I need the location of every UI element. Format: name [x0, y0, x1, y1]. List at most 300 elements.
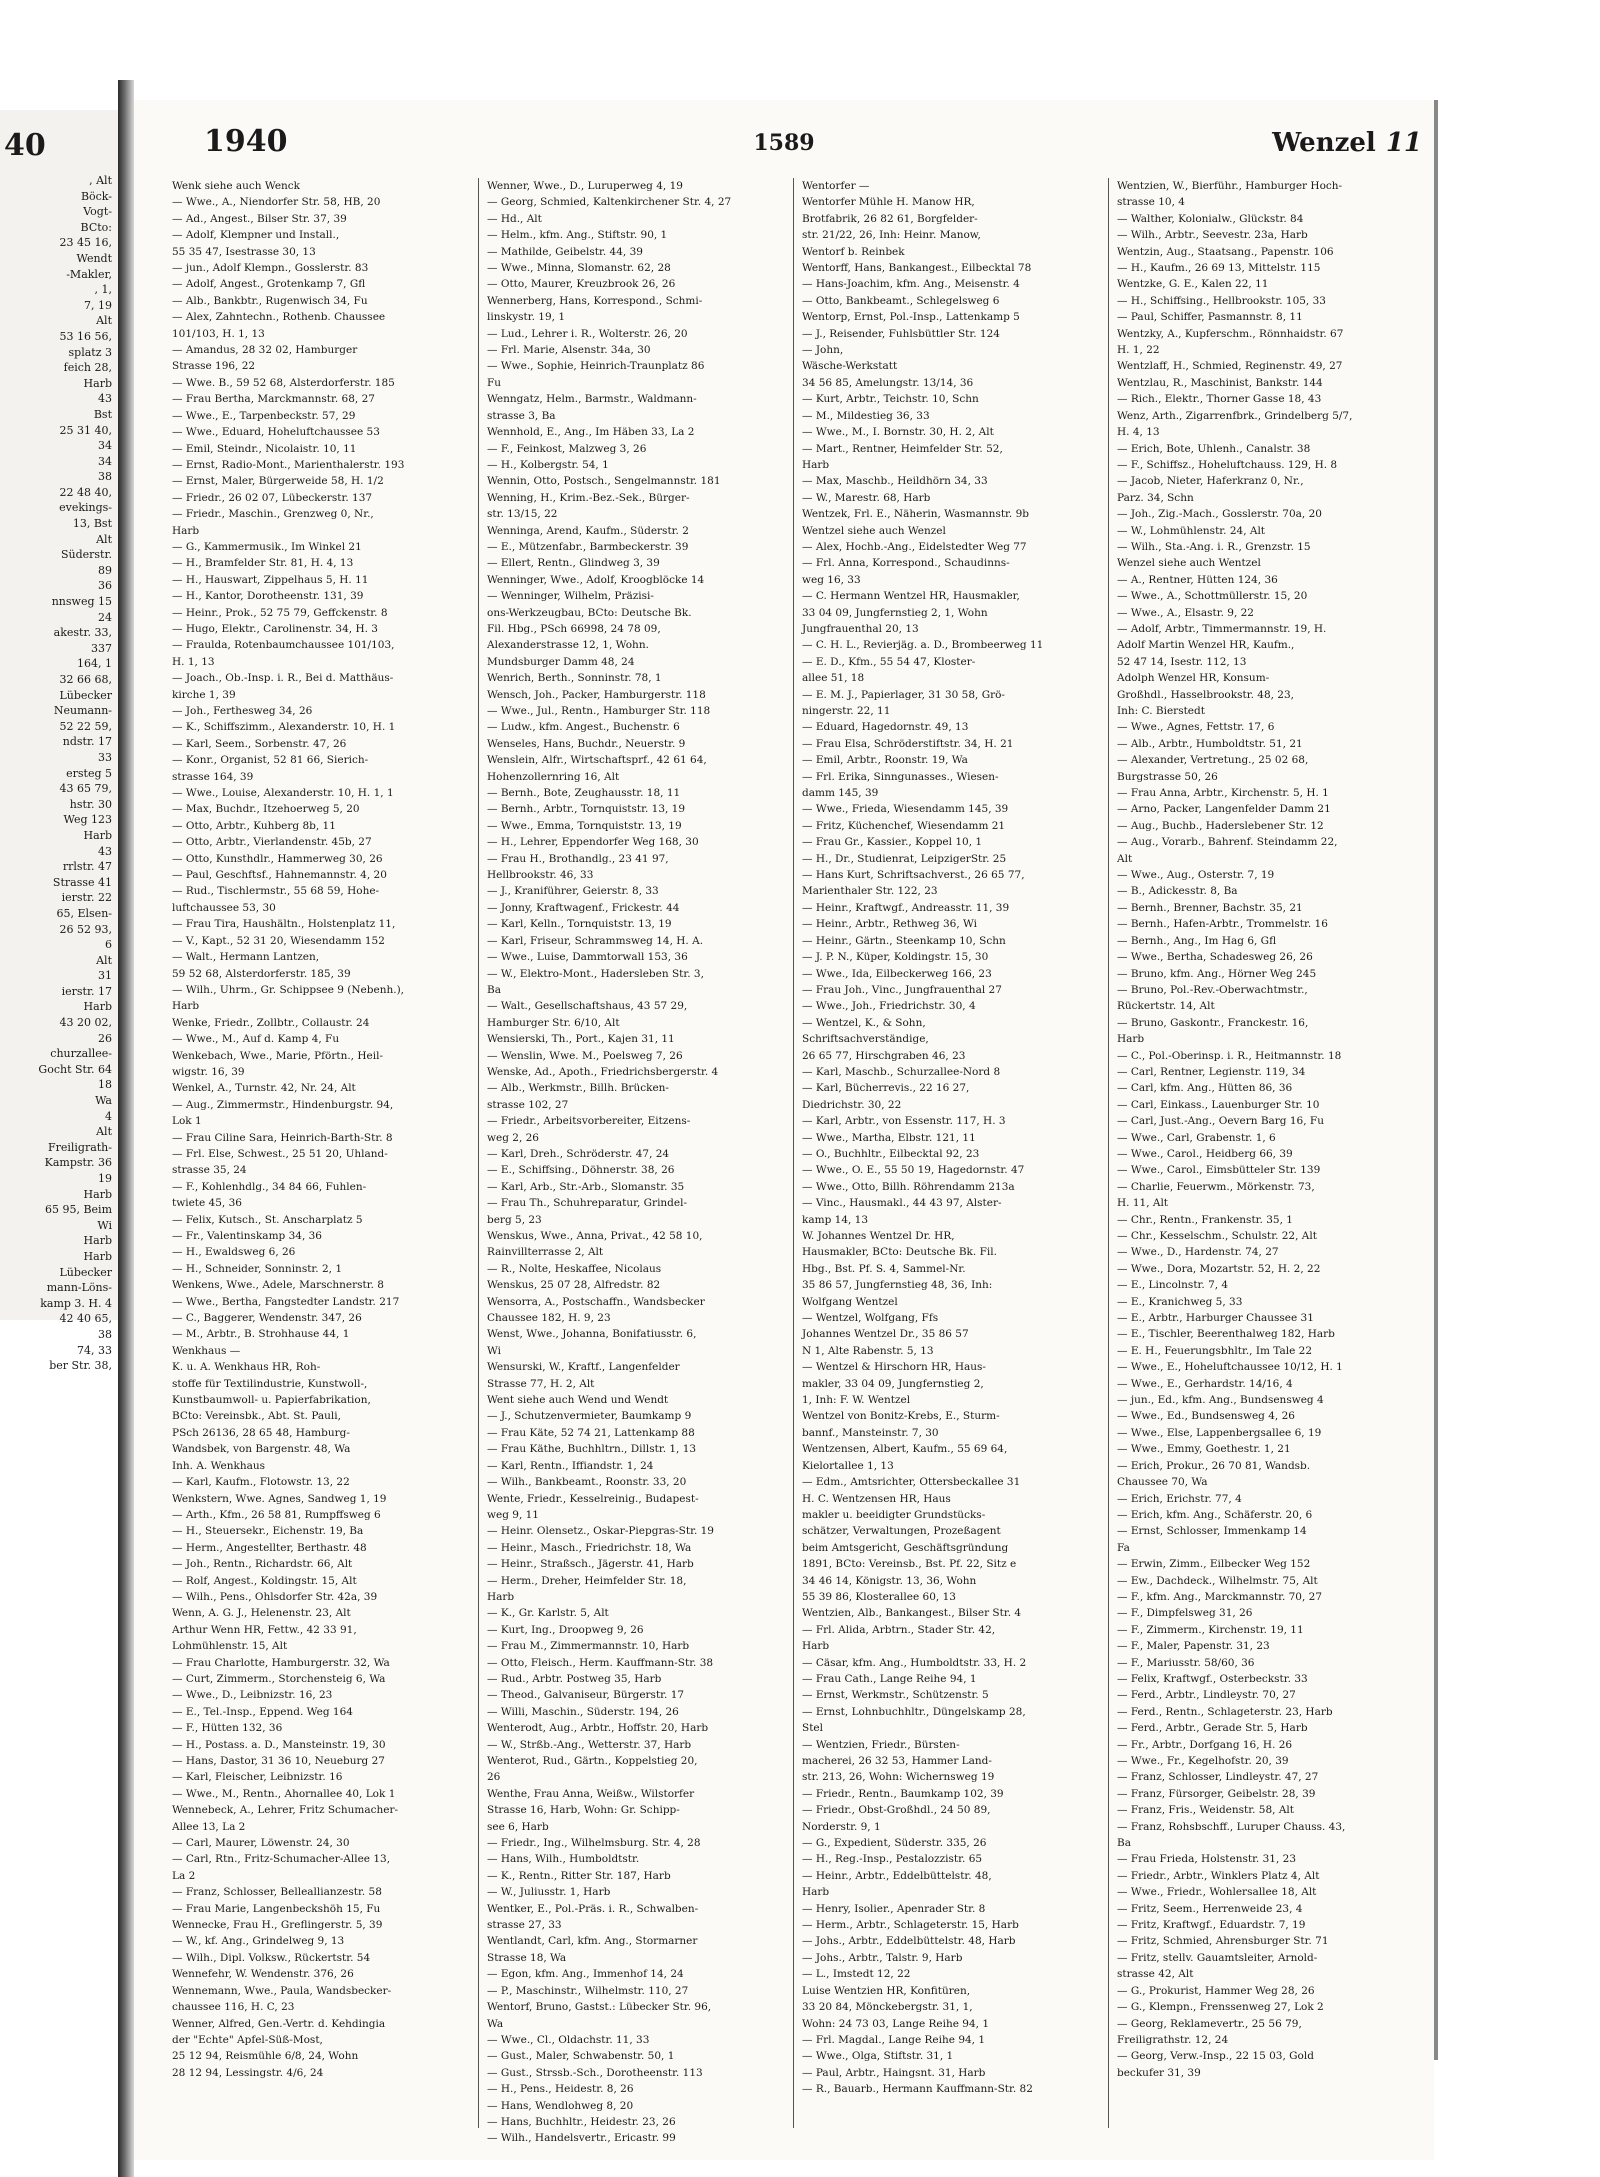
directory-entry: Wenterodt, Aug., Arbtr., Hoffstr. 20, Harb	[487, 1722, 709, 1735]
directory-entry: Freiligrathstr. 12, 24	[1117, 2033, 1229, 2046]
directory-entry: 33 20 84, Mönckebergstr. 31, 1,	[802, 2001, 973, 2014]
previous-page-line: 38	[98, 1327, 112, 1341]
directory-entry: — Frl. Anna, Korrespond., Schaudinns-	[802, 557, 1010, 570]
column-1	[164, 178, 479, 2128]
directory-entry: — Adolf, Klempner und Install.,	[172, 229, 340, 242]
directory-entry: — Frau M., Zimmermannstr. 10, Harb	[487, 1640, 690, 1653]
directory-entry: Norderstr. 9, 1	[802, 1820, 881, 1833]
previous-page-line: Lübecker	[59, 688, 112, 702]
directory-entry: — jun., Ed., kfm. Ang., Bundsensweg 4	[1117, 1394, 1324, 1407]
directory-entry: see 6, Harb	[487, 1820, 549, 1833]
directory-entry: Wenterot, Rud., Gärtn., Koppelstieg 20,	[487, 1755, 698, 1767]
directory-entry: 52 47 14, Isestr. 112, 13	[1117, 655, 1247, 668]
directory-entry: — E., Mützenfabr., Barmbeckerstr. 39	[487, 540, 689, 553]
directory-entry: Schriftsachverständige,	[802, 1033, 929, 1046]
directory-entry: Wäsche-Werkstatt	[802, 360, 898, 373]
directory-entry: Strasse 77, H. 2, Alt	[487, 1377, 595, 1390]
directory-entry: strasse 3, Ba	[487, 409, 556, 422]
previous-page-line: rrlstr. 47	[62, 860, 112, 874]
previous-page-line: Harb	[83, 1000, 112, 1014]
directory-entry: — Charlie, Feuerwm., Mörkenstr. 73,	[1117, 1180, 1315, 1193]
previous-page-line: 26 52 93,	[59, 922, 112, 936]
directory-entry: — Fritz, Seem., Herrenweide 23, 4	[1117, 1902, 1303, 1915]
directory-entry: — Adolf, Angest., Grotenkamp 7, Gfl	[172, 278, 366, 291]
directory-entry: — Jacob, Nieter, Haferkranz 0, Nr.,	[1117, 475, 1304, 488]
directory-entry: — Erich, Prokur., 26 70 81, Wandsb.	[1117, 1459, 1311, 1472]
directory-entry: — Bernh., Bote, Zeughausstr. 18, 11	[487, 787, 681, 800]
directory-entry: Wohn: 24 73 03, Lange Reihe 94, 1	[802, 2017, 990, 2030]
directory-entry: — Vinc., Hausmakl., 44 43 97, Alster-	[802, 1197, 1002, 1210]
directory-entry: Wenslein, Alfr., Wirtschaftsprf., 42 61 64,	[487, 754, 707, 767]
directory-entry: — Friedr., Arbtr., Winklers Platz 4, Alt	[1117, 1869, 1320, 1882]
directory-entry: Wentzke, G. E., Kalen 22, 11	[1117, 278, 1269, 291]
directory-entry: — Henry, Isolier., Apenrader Str. 8	[802, 1902, 986, 1915]
directory-entry: BCto: Vereinsbk., Abt. St. Pauli,	[172, 1410, 341, 1423]
directory-entry: damm 145, 39	[802, 787, 879, 800]
directory-entry: — Wwe., E., Hoheluftchaussee 10/12, H. 1	[1117, 1361, 1343, 1374]
directory-entry: — Frau Frieda, Holstenstr. 31, 23	[1117, 1853, 1297, 1866]
directory-entry: — Wwe., M., Rentn., Ahornallee 40, Lok 1	[172, 1787, 396, 1800]
directory-entry: — Georg, Reklamevertr., 25 56 79,	[1117, 2017, 1302, 2030]
directory-entry: weg 9, 11	[487, 1508, 539, 1521]
directory-entry: — Erich, Erichstr. 77, 4	[1117, 1492, 1242, 1505]
directory-entry: 55 39 86, Klosterallee 60, 13	[802, 1590, 956, 1603]
directory-entry: Wenning, H., Krim.-Bez.-Sek., Bürger-	[487, 491, 690, 504]
directory-entry: — W., kf. Ang., Grindelweg 9, 13	[172, 1935, 345, 1948]
directory-entry: — Lud., Lehrer i. R., Wolterstr. 26, 20	[487, 327, 688, 340]
directory-entry: 26	[487, 1771, 501, 1784]
directory-entry: Kielortallee 1, 13	[802, 1459, 894, 1472]
directory-entry: Diedrichstr. 30, 22	[802, 1098, 902, 1111]
directory-entry: — Franz, Schlosser, Lindleystr. 47, 27	[1117, 1771, 1319, 1784]
directory-entry: — Alex, Hochb.-Ang., Eidelstedter Weg 77	[802, 540, 1027, 553]
previous-page-line: Vogt-	[83, 205, 112, 219]
directory-entry: — Wwe., Eduard, Hoheluftchaussee 53	[172, 426, 380, 439]
directory-entry: Wentlandt, Carl, kfm. Ang., Stormarner	[487, 1935, 698, 1948]
directory-entry: Wenzel siehe auch Wentzel	[1117, 557, 1261, 570]
directory-entry: Wensierski, Th., Port., Kajen 31, 11	[487, 1033, 675, 1046]
directory-entry: — P., Maschinstr., Wilhelmstr. 110, 27	[487, 1984, 689, 1997]
directory-entry: Harb	[802, 458, 830, 471]
previous-page-line: 7, 19	[84, 298, 112, 312]
directory-entry: der "Echte" Apfel-Süß-Most,	[172, 2033, 323, 2046]
directory-page	[134, 100, 1434, 2160]
directory-entry: — Hans, Dastor, 31 36 10, Neueburg 27	[172, 1755, 385, 1767]
directory-entry: Wentzel siehe auch Wenzel	[802, 524, 946, 537]
directory-entry: — W., Strßb.-Ang., Wetterstr. 37, Harb	[487, 1738, 692, 1751]
directory-entry: — Ernst, Schlosser, Immenkamp 14	[1117, 1525, 1307, 1538]
directory-entry: — Herm., Dreher, Heimfelder Str. 18,	[487, 1574, 687, 1587]
directory-entry: — J., Kraniführer, Geierstr. 8, 33	[487, 885, 659, 898]
directory-entry: — Rich., Elektr., Thorner Gasse 18, 43	[1117, 393, 1322, 406]
directory-entry: — Kurt, Ing., Droopweg 9, 26	[487, 1623, 644, 1636]
directory-entry: Wentker, E., Pol.-Präs. i. R., Schwalben-	[487, 1902, 699, 1915]
directory-entry: — Ludw., kfm. Angest., Buchenstr. 6	[487, 721, 680, 734]
directory-entry: — Wwe., Frieda, Wiesendamm 145, 39	[802, 803, 1009, 816]
directory-entry: Wennebeck, A., Lehrer, Fritz Schumacher-	[172, 1804, 399, 1817]
directory-entry: — Bernh., Brenner, Bachstr. 35, 21	[1117, 901, 1303, 914]
directory-entry: — Frau Elsa, Schröderstiftstr. 34, H. 21	[802, 737, 1014, 750]
directory-entry: Hbg., Bst. Pf. S. 4, Sammel-Nr.	[802, 1262, 966, 1275]
directory-entry: — Wwe., Emmy, Goethestr. 1, 21	[1117, 1443, 1291, 1456]
directory-entry: bannf., Mansteinstr. 7, 30	[802, 1426, 939, 1439]
directory-entry: beckufer 31, 39	[1117, 2066, 1201, 2079]
directory-entry: — H., Schiffsing., Hellbrookstr. 105, 33	[1117, 294, 1326, 307]
directory-entry: Fil. Hbg., PSch 66998, 24 78 09,	[487, 622, 661, 635]
directory-entry: — W., Juliusstr. 1, Harb	[487, 1886, 611, 1899]
directory-entry: — W., Elektro-Mont., Hadersleben Str. 3,	[487, 967, 704, 980]
previous-page-line: Neumann-	[53, 704, 112, 718]
directory-entry: — Heinr. Olensetz., Oskar-Piepgras-Str. 19	[487, 1525, 714, 1538]
previous-page-line: Alt	[96, 532, 112, 546]
previous-page-line: 25 31 40,	[59, 423, 112, 437]
directory-entry: — Aug., Buchb., Haderslebener Str. 12	[1117, 819, 1324, 832]
column-3	[794, 178, 1109, 2128]
directory-entry: Wennemann, Wwe., Paula, Wandsbecker-	[172, 1984, 392, 1997]
directory-entry: — Wwe., Luise, Dammtorwall 153, 36	[487, 951, 688, 964]
directory-entry: — Amandus, 28 32 02, Hamburger	[172, 344, 358, 357]
previous-page-line: 4	[105, 1109, 112, 1123]
directory-entry: — Heinr., Arbtr., Rethweg 36, Wi	[802, 918, 977, 931]
directory-entry: — Herm., Arbtr., Schlageterstr. 15, Harb	[802, 1919, 1019, 1932]
directory-entry: — J., Schutzenvermieter, Baumkamp 9	[487, 1410, 692, 1423]
directory-entry: Wennefehr, W. Wendenstr. 376, 26	[172, 1968, 354, 1981]
directory-entry: 55 35 47, Isestrasse 30, 13	[172, 245, 316, 258]
directory-entry: — Wilh., Sta.-Ang. i. R., Grenzstr. 15	[1117, 540, 1311, 553]
directory-entry: Wennecke, Frau H., Greflingerstr. 5, 39	[172, 1919, 383, 1932]
directory-entry: Wentzlau, R., Maschinist, Bankstr. 144	[1117, 376, 1323, 389]
directory-entry: Wenner, Wwe., D., Luruperweg 4, 19	[487, 180, 683, 192]
directory-entry: — Franz, Schlosser, Belleallianzestr. 58	[172, 1886, 382, 1899]
directory-entry: — C., Pol.-Oberinsp. i. R., Heitmannstr. 18	[1117, 1049, 1342, 1062]
directory-entry: Wentorff, Hans, Bankangest., Eilbecktal 78	[802, 262, 1032, 275]
directory-entry: — F., Kohlenhdlg., 34 84 66, Fuhlen-	[172, 1180, 367, 1193]
directory-entry: — W., Marestr. 68, Harb	[802, 491, 931, 504]
directory-entry: — Hans, Buchhltr., Heidestr. 23, 26	[487, 2115, 676, 2128]
directory-entry: — Ernst, Lohnbuchhltr., Düngelskamp 28,	[802, 1705, 1026, 1718]
directory-entry: — Wwe., Sophie, Heinrich-Traunplatz 86	[487, 360, 705, 373]
directory-entry: — Otto, Bankbeamt., Schlegelsweg 6	[802, 294, 1000, 307]
directory-entry: weg 16, 33	[802, 573, 861, 586]
directory-entry: — Wwe. B., 59 52 68, Alsterdorferstr. 185	[172, 376, 395, 389]
directory-entry: — Hugo, Elektr., Carolinenstr. 34, H. 3	[172, 622, 378, 635]
directory-entry: — Friedr., 26 02 07, Lübeckerstr. 137	[172, 491, 373, 504]
previous-page-line: BCto:	[80, 220, 112, 234]
directory-entry: schätzer, Verwaltungen, Prozeßagent	[802, 1525, 1001, 1538]
previous-page-line: churzallee-	[50, 1047, 112, 1061]
directory-entry: — Ellert, Rentn., Glindweg 3, 39	[487, 557, 660, 570]
previous-page-line: akestr. 33,	[53, 626, 112, 640]
directory-entry: — Max, Maschb., Heildhörn 34, 33	[802, 475, 988, 488]
directory-entry: 28 12 94, Lessingstr. 4/6, 24	[172, 2066, 324, 2079]
directory-entry: — K., Rentn., Ritter Str. 187, Harb	[487, 1869, 671, 1882]
previous-page-line: Weg 123	[63, 813, 112, 827]
directory-entry: H. 1, 13	[172, 655, 215, 668]
directory-entry: — K., Gr. Karlstr. 5, Alt	[487, 1607, 609, 1620]
directory-entry: — Konr., Organist, 52 81 66, Sierich-	[172, 754, 369, 767]
directory-entry: Harb	[487, 1590, 515, 1603]
directory-entry: Wenrich, Berth., Sonninstr. 78, 1	[487, 672, 662, 685]
directory-entry: Wi	[487, 1344, 501, 1357]
directory-entry: — Ad., Angest., Bilser Str. 37, 39	[172, 212, 347, 225]
directory-entry: — Frau Gr., Kassier., Koppel 10, 1	[802, 836, 983, 849]
previous-page-line: Alt	[96, 314, 112, 328]
directory-entry: Inh: C. Bierstedt	[1117, 705, 1205, 717]
directory-entry: allee 51, 18	[802, 672, 865, 685]
previous-page-line: -Makler,	[66, 267, 112, 281]
directory-entry: Johannes Wentzel Dr., 35 86 57	[802, 1328, 969, 1341]
directory-entry: Adolf Martin Wenzel HR, Kaufm.,	[1117, 639, 1295, 652]
directory-entry: — Joh., Ferthesweg 34, 26	[172, 705, 313, 717]
directory-entry: — G., Kammermusik., Im Winkel 21	[172, 540, 362, 553]
directory-entry: — G., Expedient, Süderstr. 335, 26	[802, 1837, 987, 1850]
directory-entry: Wensch, Joh., Packer, Hamburgerstr. 118	[487, 688, 706, 701]
directory-entry: wigstr. 16, 39	[172, 1065, 245, 1078]
directory-entry: — Wwe., Ed., Bundsensweg 4, 26	[1117, 1410, 1295, 1423]
directory-entry: — Otto, Kunsthdlr., Hammerweg 30, 26	[172, 852, 383, 865]
directory-entry: berg 5, 23	[487, 1213, 542, 1226]
directory-entry: 35 86 57, Jungfernstieg 48, 36, Inh:	[802, 1279, 993, 1292]
directory-entry: — Bruno, Gaskontr., Franckestr. 16,	[1117, 1016, 1309, 1029]
directory-entry: — Carl, Einkass., Lauenburger Str. 10	[1117, 1098, 1320, 1111]
directory-entry: Hausmakler, BCto: Deutsche Bk. Fil.	[802, 1246, 997, 1259]
directory-entry: — Friedr., Ing., Wilhelmsburg. Str. 4, 28	[487, 1837, 701, 1850]
directory-entry: — Friedr., Rentn., Baumkamp 102, 39	[802, 1787, 1004, 1800]
previous-page-line: mann-Löns-	[46, 1281, 112, 1295]
running-head	[1272, 128, 1422, 158]
page-edge	[1434, 100, 1438, 2060]
directory-entry: Strasse 18, Wa	[487, 1951, 567, 1964]
directory-entry: — Friedr., Arbeitsvorbereiter, Eitzens-	[487, 1115, 691, 1128]
directory-entry: Chaussee 70, Wa	[1117, 1476, 1208, 1489]
directory-entry: — Hans Kurt, Schriftsachverst., 26 65 77,	[802, 869, 1025, 882]
directory-entry: — Wwe., E., Gerhardstr. 14/16, 4	[1117, 1377, 1293, 1390]
directory-entry: linskystr. 19, 1	[487, 311, 566, 324]
previous-page-line: Süderstr.	[60, 548, 112, 562]
directory-entry: — H., Kantor, Dorotheenstr. 131, 39	[172, 590, 364, 603]
directory-entry: Wentzien, Alb., Bankangest., Bilser Str. 4	[802, 1607, 1022, 1620]
directory-entry: — Wentzien, Friedr., Bürsten-	[802, 1738, 960, 1751]
previous-page-line: Kampstr. 36	[44, 1156, 112, 1170]
directory-entry: Wennin, Otto, Postsch., Sengelmannstr. 181	[487, 475, 721, 488]
previous-page-line: 22 48 40,	[59, 485, 112, 499]
directory-entry: — Frau Joh., Vinc., Jungfrauenthal 27	[802, 983, 1002, 996]
directory-entry: — Georg, Verw.-Insp., 22 15 03, Gold	[1117, 2050, 1314, 2063]
directory-entry: — Otto, Arbtr., Kuhberg 8b, 11	[172, 819, 336, 832]
previous-page-line: nnsweg 15	[51, 595, 112, 609]
directory-entry: — Paul, Schiffer, Pasmannstr. 8, 11	[1117, 311, 1303, 324]
directory-entry: Wenninger, Wwe., Adolf, Kroogblöcke 14	[487, 573, 705, 586]
directory-entry: — Arth., Kfm., 26 58 81, Rumpffsweg 6	[172, 1508, 381, 1521]
directory-entry: — A., Rentner, Hütten 124, 36	[1117, 573, 1278, 586]
directory-entry: 1891, BCto: Vereinsb., Bst. Pf. 22, Sitz e	[802, 1558, 1017, 1571]
directory-entry: — Wwe., Otto, Billh. Röhrendamm 213a	[802, 1180, 1015, 1193]
column-4	[1109, 178, 1424, 2128]
directory-entry: — Wwe., Bertha, Fangstedter Landstr. 217	[172, 1295, 400, 1308]
directory-entry: — Heinr., Straßsch., Jägerstr. 41, Harb	[487, 1558, 694, 1571]
directory-entry: — Carl, Maurer, Löwenstr. 24, 30	[172, 1837, 350, 1850]
directory-entry: — Walt., Gesellschaftshaus, 43 57 29,	[487, 1000, 688, 1013]
directory-entry: — Franz, Fürsorger, Geibelstr. 28, 39	[1117, 1787, 1316, 1800]
directory-entry: — Emil, Steindr., Nicolaistr. 10, 11	[172, 442, 357, 455]
directory-entry: — Walther, Kolonialw., Glückstr. 84	[1117, 212, 1304, 225]
directory-entry: — Joh., Zig.-Mach., Gosslerstr. 70a, 20	[1117, 508, 1322, 521]
directory-entry: Kunstbaumwoll- u. Papierfabrikation,	[172, 1394, 371, 1407]
directory-entry: — C. Hermann Wentzel HR, Hausmakler,	[802, 590, 1020, 603]
directory-entry: — Wentzel & Hirschorn HR, Haus-	[802, 1361, 986, 1374]
directory-entry: Strasse 16, Harb, Wohn: Gr. Schipp-	[487, 1804, 680, 1817]
directory-entry: Wenthe, Frau Anna, Weißw., Wilstorfer	[487, 1787, 695, 1800]
directory-entry: — Hans-Joachim, kfm. Ang., Meisenstr. 4	[802, 278, 1020, 291]
directory-entry: Inh. A. Wenkhaus	[172, 1459, 266, 1472]
previous-page-line: , 1,	[94, 283, 112, 297]
directory-entry: — Eduard, Hagedornstr. 49, 13	[802, 721, 969, 734]
directory-entry: Wentzensen, Albert, Kaufm., 55 69 64,	[802, 1443, 1008, 1456]
directory-entry: Wenkens, Wwe., Adele, Marschnerstr. 8	[172, 1279, 384, 1292]
directory-entry: 1, Inh: F. W. Wentzel	[802, 1394, 911, 1407]
previous-page-line: ersteg 5	[66, 766, 112, 780]
directory-entry: — Johs., Arbtr., Eddelbüttelstr. 48, Harb	[802, 1935, 1016, 1948]
directory-entry: — Jonny, Kraftwagenf., Frickestr. 44	[487, 901, 680, 914]
directory-entry: — C. H. L., Revierjäg. a. D., Brombeerweg 11	[802, 639, 1044, 652]
directory-entry: — Wwe., Emma, Tornquiststr. 13, 19	[487, 819, 682, 832]
previous-page-line: 36	[98, 579, 112, 593]
previous-page-line: 337	[91, 641, 112, 655]
directory-entry: — Georg, Schmied, Kaltenkirchener Str. 4, 27	[487, 196, 732, 209]
directory-entry: — C., Baggerer, Wendenstr. 347, 26	[172, 1312, 362, 1325]
directory-entry: Wenninga, Arend, Kaufm., Süderstr. 2	[487, 524, 689, 537]
directory-entry: Wandsbek, von Bargenstr. 48, Wa	[172, 1443, 351, 1456]
directory-entry: — Wenslin, Wwe. M., Poelsweg 7, 26	[487, 1049, 683, 1062]
directory-entry: Wenk siehe auch Wenck	[172, 180, 301, 192]
directory-entry: — Wwe., Carol., Heidberg 66, 39	[1117, 1147, 1293, 1160]
directory-entry: — O., Buchhltr., Eilbecktal 92, 23	[802, 1147, 980, 1160]
directory-entry: — Fritz, stellv. Gauamtsleiter, Arnold-	[1117, 1951, 1318, 1964]
directory-entry: strasse 27, 33	[487, 1919, 562, 1932]
directory-entry: N 1, Alte Rabenstr. 5, 13	[802, 1344, 934, 1357]
directory-entry: Strasse 196, 22	[172, 360, 256, 373]
previous-page-line: Alt	[96, 1125, 112, 1139]
directory-entry: 25 12 94, Reismühle 6/8, 24, Wohn	[172, 2050, 359, 2063]
directory-entry: — Wwe., Minna, Slomanstr. 62, 28	[487, 262, 671, 275]
directory-entry: makler, 33 04 09, Jungfernstieg 2,	[802, 1377, 984, 1390]
directory-entry: Alexanderstrasse 12, 1, Wohn.	[487, 639, 649, 652]
directory-entry: — Joh., Rentn., Richardstr. 66, Alt	[172, 1558, 353, 1571]
directory-entry: — Frau Th., Schuhreparatur, Grindel-	[487, 1197, 688, 1210]
directory-entry: — W., Lohmühlenstr. 24, Alt	[1117, 524, 1266, 537]
directory-entry: — Heinr., Masch., Friedrichstr. 18, Wa	[487, 1541, 692, 1554]
directory-entry: Harb	[172, 524, 200, 537]
directory-entry: 26 65 77, Hirschgraben 46, 23	[802, 1049, 966, 1062]
directory-entry: — Gust., Maler, Schwabenstr. 50, 1	[487, 2050, 675, 2063]
directory-entry: K. u. A. Wenkhaus HR, Roh-	[172, 1361, 321, 1374]
directory-entry: — Paul, Arbtr., Haingsnt. 31, Harb	[802, 2066, 986, 2079]
previous-page-line: evekings-	[59, 501, 112, 515]
directory-entry: Wentorp, Ernst, Pol.-Insp., Lattenkamp 5	[802, 311, 1020, 324]
directory-entry: strasse 102, 27	[487, 1098, 569, 1111]
directory-entry: Parz. 34, Schn	[1117, 491, 1194, 504]
directory-entry: — Frau Ciline Sara, Heinrich-Barth-Str. 8	[172, 1131, 393, 1144]
directory-entry: — Wwe., Joh., Friedrichstr. 30, 4	[802, 1000, 976, 1013]
directory-entry: Wenseles, Hans, Buchdr., Neuerstr. 9	[487, 737, 686, 750]
previous-page-line: splatz 3	[68, 345, 112, 359]
directory-entry: — Frl. Erika, Sinngunasses., Wiesen-	[802, 770, 999, 783]
directory-entry: — F., Dimpfelsweg 31, 26	[1117, 1607, 1253, 1620]
directory-entry: Wenngatz, Helm., Barmstr., Waldmann-	[487, 393, 697, 406]
directory-entry: Hohenzollernring 16, Alt	[487, 770, 620, 783]
directory-entry: — Wwe., O. E., 55 50 19, Hagedornstr. 47	[802, 1164, 1025, 1177]
directory-entry: — Franz, Fris., Weidenstr. 58, Alt	[1117, 1804, 1294, 1817]
directory-entry: — J. P. N., Küper, Koldingstr. 15, 30	[802, 951, 989, 964]
directory-entry: — Wwe., Else, Lappenbergsallee 6, 19	[1117, 1426, 1322, 1439]
directory-entry: Wentzin, Aug., Staatsang., Papenstr. 106	[1117, 245, 1334, 258]
directory-entry: — Karl, Rentn., Iffiandstr. 1, 24	[487, 1459, 654, 1472]
directory-entry: Wenskus, Wwe., Anna, Privat., 42 58 10,	[487, 1230, 703, 1242]
previous-page-line: Wi	[97, 1218, 112, 1232]
previous-page-line: 43 20 02,	[59, 1016, 112, 1030]
previous-page-line: 89	[98, 563, 112, 577]
previous-page-line: 53 16 56,	[59, 329, 112, 343]
directory-entry: — Gust., Strssb.-Sch., Dorotheenstr. 113	[487, 2066, 703, 2079]
directory-entry: Lohmühlenstr. 15, Alt	[172, 1640, 288, 1653]
directory-entry: Arthur Wenn HR, Fettw., 42 33 91,	[172, 1623, 357, 1636]
directory-entry: — Egon, kfm. Ang., Immenhof 14, 24	[487, 1968, 684, 1981]
directory-entry: — Joach., Ob.-Insp. i. R., Bei d. Matthäus-	[172, 672, 394, 685]
directory-entry: — Ernst, Radio-Mont., Marienthalerstr. 193	[172, 458, 405, 471]
directory-entry: Fa	[1117, 1541, 1130, 1554]
directory-entry: makler u. beeidigter Grundstücks-	[802, 1508, 986, 1521]
directory-entry: — J., Reisender, Fuhlsbüttler Str. 124	[802, 327, 1000, 340]
directory-entry: ningerstr. 22, 11	[802, 705, 891, 717]
directory-entry: — Walt., Hermann Lantzen,	[172, 951, 320, 964]
directory-entry: Jungfrauenthal 20, 13	[802, 622, 919, 635]
directory-entry: — Karl, Kelln., Tornquiststr. 13, 19	[487, 918, 672, 931]
directory-entry: — Ernst, Maler, Bürgerweide 58, H. 1/2	[172, 475, 384, 488]
directory-entry: Harb	[802, 1886, 830, 1899]
previous-page-line: 6	[105, 938, 112, 952]
directory-entry: Hamburger Str. 6/10, Alt	[487, 1016, 620, 1029]
directory-entry: — Karl, Maschb., Schurzallee-Nord 8	[802, 1065, 1001, 1078]
directory-entry: Wenkstern, Wwe. Agnes, Sandweg 1, 19	[172, 1492, 387, 1505]
directory-entry: — Karl, Fleischer, Leibnizstr. 16	[172, 1771, 343, 1784]
directory-entry: Allee 13, La 2	[172, 1820, 246, 1833]
directory-entry: — Max, Buchdr., Itzehoerweg 5, 20	[172, 803, 360, 816]
directory-entry: — Fritz, Küchenchef, Wiesendamm 21	[802, 819, 1006, 832]
directory-entry: — Frau Tira, Haushältn., Holstenplatz 11,	[172, 918, 396, 931]
directory-entry: — E. D., Kfm., 55 54 47, Kloster-	[802, 655, 976, 668]
directory-entry: — Wwe., Olga, Stiftstr. 31, 1	[802, 2050, 954, 2063]
directory-entry: Wentorf, Bruno, Gastst.: Lübecker Str. 96,	[487, 2001, 712, 2014]
directory-entry: — Wwe., M., I. Bornstr. 30, H. 2, Alt	[802, 426, 994, 439]
directory-entry: Harb	[802, 1640, 830, 1653]
directory-entry: Wentzel von Bonitz-Krebs, E., Sturm-	[802, 1410, 1000, 1423]
directory-entry: Wentzek, Frl. E., Näherin, Wasmannstr. 9b	[802, 508, 1029, 521]
directory-entry: — H., Pens., Heidestr. 8, 26	[487, 2083, 634, 2096]
column-2	[479, 178, 794, 2145]
directory-entry: Wa	[487, 2017, 504, 2030]
directory-entry: — Karl, Arb., Str.-Arb., Slomanstr. 35	[487, 1180, 685, 1193]
directory-entry: — H., Reg.-Insp., Pestalozzistr. 65	[802, 1853, 983, 1866]
directory-entry: — R., Bauarb., Hermann Kauffmann-Str. 82	[802, 2083, 1033, 2096]
directory-entry: — Wwe., Friedr., Wohlersallee 18, Alt	[1117, 1886, 1317, 1899]
directory-entry: Wentzien, W., Bierführ., Hamburger Hoch-	[1117, 180, 1343, 192]
directory-entry: — Frl. Alida, Arbtrn., Stader Str. 42,	[802, 1623, 996, 1636]
directory-entry: — Wenninger, Wilhelm, Präzisi-	[487, 590, 654, 603]
directory-entry: — Rud., Tischlermstr., 55 68 59, Hohe-	[172, 885, 380, 898]
previous-page-line: 31	[98, 969, 112, 983]
directory-entry: — B., Adickesstr. 8, Ba	[1117, 885, 1238, 898]
header-page-number: 1589	[753, 130, 815, 156]
